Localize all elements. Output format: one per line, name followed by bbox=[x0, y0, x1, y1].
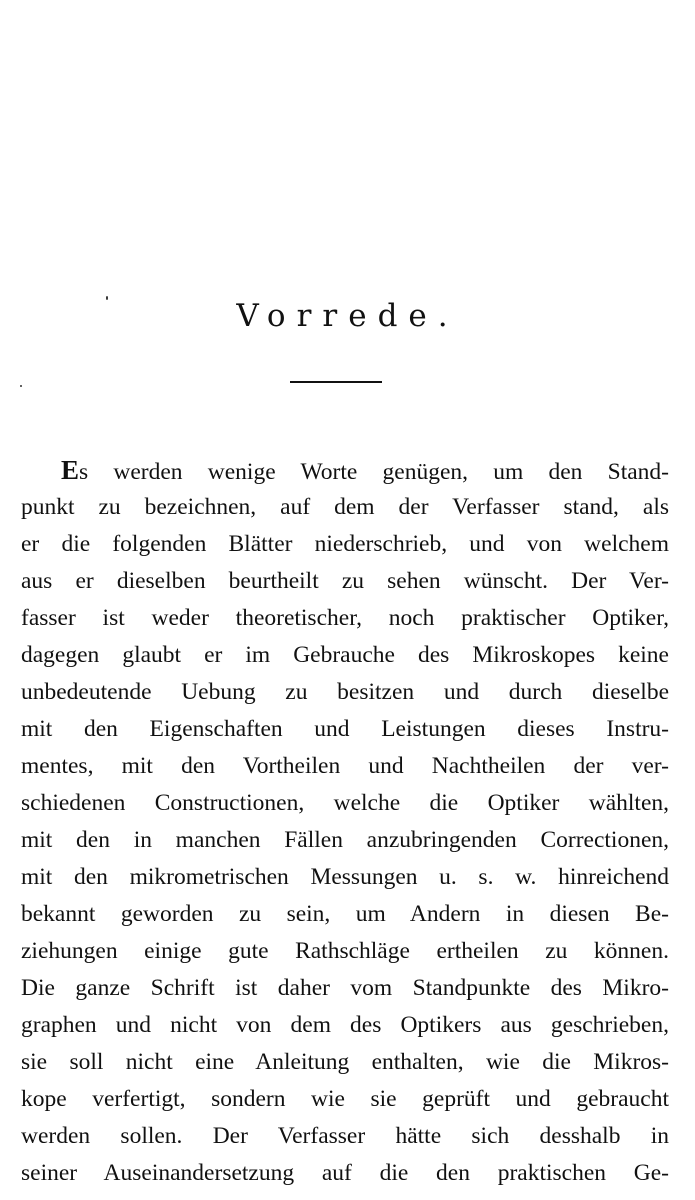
page-title: Vorrede. bbox=[236, 298, 459, 334]
text-line: mit den in manchen Fällen anzubringenden Correctionen, bbox=[21, 827, 669, 853]
text-line: bekannt geworden zu sein, um Andern in diesen Be- bbox=[21, 901, 669, 927]
ink-speck bbox=[20, 385, 22, 387]
text-line: seiner Auseinandersetzung auf die den praktischen Ge- bbox=[21, 1160, 669, 1186]
text-line: sie soll nicht eine Anleitung enthalten, wie die Mikros- bbox=[21, 1049, 669, 1075]
text-line: unbedeutende Uebung zu besitzen und durch dieselbe bbox=[21, 679, 669, 705]
text-line: werden sollen. Der Verfasser hätte sich desshalb in bbox=[21, 1123, 669, 1149]
text-line: er die folgenden Blätter niederschrieb, und von welchem bbox=[21, 531, 669, 557]
text-line: mentes, mit den Vortheilen und Nachtheilen der ver- bbox=[21, 753, 669, 779]
text-line: aus er dieselben beurtheilt zu sehen wünscht. Der Ver- bbox=[21, 568, 669, 594]
text-line: kope verfertigt, sondern wie sie geprüft und gebraucht bbox=[21, 1086, 669, 1112]
title-rule bbox=[290, 381, 382, 383]
initial-letter: E bbox=[61, 455, 80, 485]
text-line: dagegen glaubt er im Gebrauche des Mikroskopes keine bbox=[21, 642, 669, 668]
text-line: schiedenen Constructionen, welche die Optiker wählten, bbox=[21, 790, 669, 816]
text-line: mit den Eigenschaften und Leistungen dieses Instru- bbox=[21, 716, 669, 742]
text-line: fasser ist weder theoretischer, noch praktischer Optiker, bbox=[21, 605, 669, 631]
text-line bbox=[21, 452, 669, 489]
preface-paragraph bbox=[21, 452, 669, 1192]
text-line: ziehungen einige gute Rathschläge ertheilen zu können. bbox=[21, 938, 669, 964]
text-line: graphen und nicht von dem des Optikers aus geschrieben, bbox=[21, 1012, 669, 1038]
first-line-text: s werden wenige Worte genügen, um den Stand- bbox=[79, 459, 669, 485]
text-line: punkt zu bezeichnen, auf dem der Verfasser stand, als bbox=[21, 494, 669, 520]
text-line: mit den mikrometrischen Messungen u. s. w. hinreichend bbox=[21, 864, 669, 890]
text-line: Die ganze Schrift ist daher vom Standpunkte des Mikro- bbox=[21, 975, 669, 1001]
